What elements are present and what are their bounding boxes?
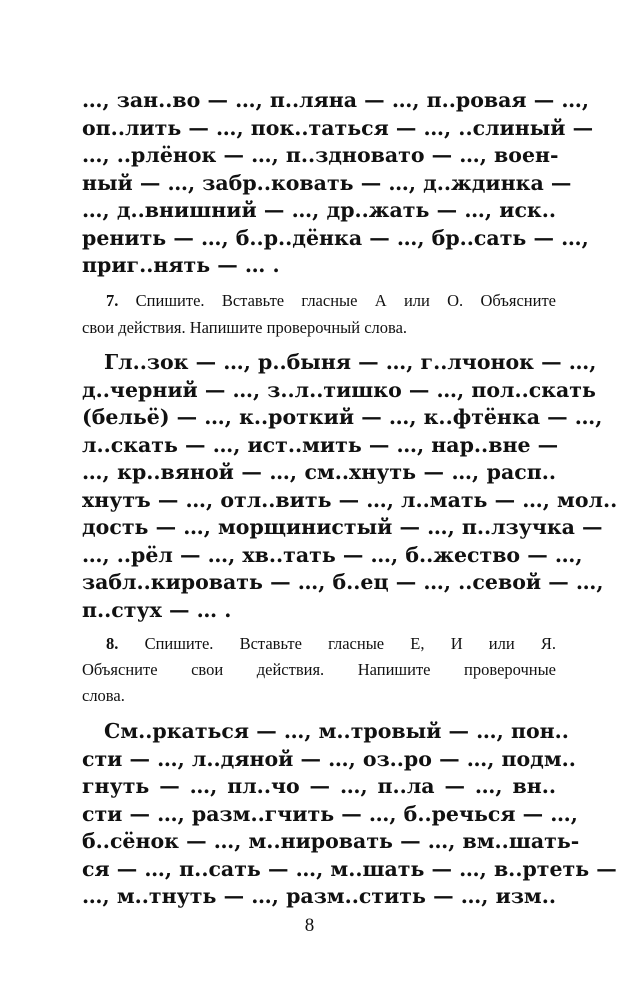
instruction-line: Объясните свои действия. Напишите проверочные (82, 660, 556, 679)
text-line: гнуть — …, пл..чо — …, п..ла — …, вн.. (82, 774, 556, 798)
text-line: См..ркаться — …, м..тровый — …, пон.. (104, 719, 569, 743)
text-line: …, ..рлёнок — …, п..здновато — …, воен- (82, 143, 559, 167)
page-number: 8 (304, 915, 315, 936)
text-line: б..сёнок — …, м..нировать — …, вм..шать- (82, 829, 580, 853)
exercise-number: 8. (106, 634, 119, 653)
text-line: л..скать — …, ист..мить — …, нар..вне — (82, 432, 559, 457)
text-line: ренить — …, б..р..дёнка — …, бр..сать — …, (82, 225, 589, 250)
text-line: приг..нять — … . (82, 253, 280, 277)
instruction-line: слова. (82, 686, 125, 705)
text-line: п..стух — … . (82, 597, 232, 622)
text-line: (бельё) — …, к..роткий — …, к..фтёнка — …, (82, 405, 603, 429)
text-line: д..черний — …, з..л..тишко — …, пол..скать (82, 377, 596, 402)
text-line: забл..кировать — …, б..ец — …, ..севой — …, (82, 570, 604, 594)
text-line: хнутъ — …, отл..вить — …, л..мать — …, мол.. (82, 487, 618, 512)
text-line: …, зан..во — …, п..ляна — …, п..ровая — …, (82, 88, 589, 112)
instruction-line: свои действия. Напишите проверочный слова. (82, 318, 408, 337)
text-line: дость — …, морщинистый — …, п..лзучка — (82, 515, 603, 539)
text-line: …, кр..вяной — …, см..хнуть — …, расп.. (82, 460, 556, 484)
instruction-line: 8. Спишите. Вставьте гласные Е, И или Я. (106, 634, 557, 653)
text-line: …, ..рёл — …, хв..тать — …, б..жество — …, (82, 542, 583, 567)
text-line: сти — …, разм..гчить — …, б..речься — …, (82, 801, 578, 826)
text-line: ся — …, п..сать — …, м..шать — …, в..ртеть — (82, 856, 617, 881)
text-line: …, м..тнуть — …, разм..стить — …, изм.. (82, 884, 556, 908)
text-line: сти — …, л..дяной — …, оз..ро — …, подм.. (82, 746, 576, 771)
text-line: ный — …, забр..ковать — …, д..ждинка — (82, 170, 572, 195)
instruction-line: 7. Спишите. Вставьте гласные А или О. Объясните (106, 291, 556, 310)
text-line: Гл..зок — …, р..быня — …, г..лчонок — …, (104, 350, 597, 374)
exercise-number: 7. (106, 291, 119, 310)
text-line: …, д..внишний — …, др..жать — …, иск.. (82, 198, 556, 222)
text-line: оп..лить — …, пок..таться — …, ..слиный — (82, 115, 594, 140)
